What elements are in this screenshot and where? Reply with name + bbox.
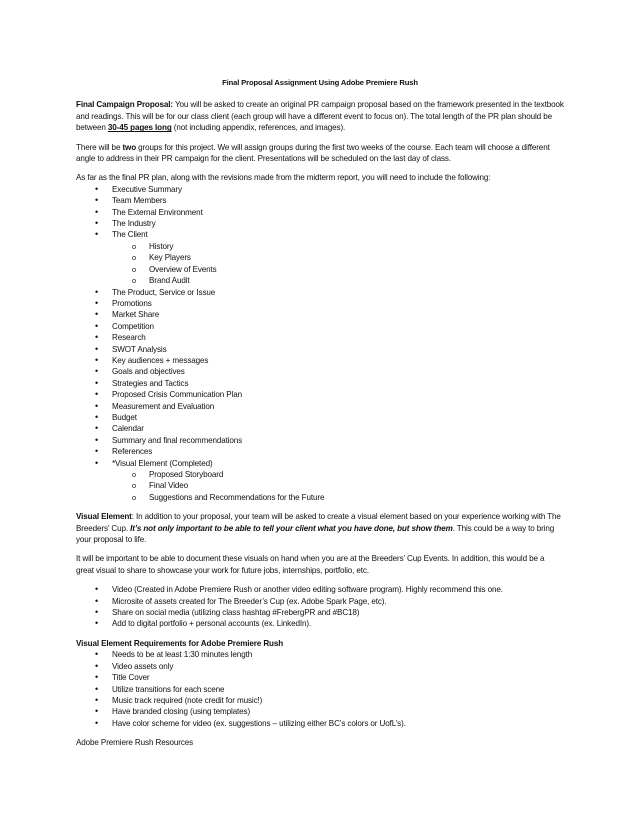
list-item: • Competition [76,321,564,332]
list-item: • Key audiences + messages [76,355,564,366]
document-paragraph: It will be important to be able to document these visuals on hand when you are at the Breeders’ Cup Events. In addition, this would be a great visual to share to showcase your work for future jobs, internships, portfolio, etc. [76,554,545,575]
groups-text-2: groups for this project. We will assign groups during the first two weeks of the course. Each team will choose a different angle to address in their PR campaign for the client. Presentations will be scheduled on the last day of class. [76,142,550,164]
page-title: Final Proposal Assignment Using Adobe Premiere Rush [222,78,418,87]
list-item: • Have branded closing (using templates) [76,706,564,717]
campaign-paragraph [76,99,564,133]
list-item: • Utilize transitions for each scene [76,684,564,695]
list-item: • The Product, Service or Issue [76,287,564,298]
visual-options-list [76,584,564,630]
sub-list-item: o Suggestions and Recommendations for the Future [76,492,564,503]
groups-text-1: There will be [76,142,123,152]
list-item: • Calendar [76,423,564,434]
list-item: • Strategies and Tactics [76,378,564,389]
list-item: • Executive Summary [76,184,564,195]
requirements-list [76,649,564,729]
sub-list-item: o Proposed Storyboard [76,469,564,480]
list-item: • Microsite of assets created for The Breeder’s Cup (ex. Adobe Spark Page, etc). [76,596,564,607]
resources-heading: Adobe Premiere Rush Resources [76,738,194,748]
list-item: • Budget [76,412,564,423]
list-item: • Proposed Crisis Communication Plan [76,389,564,400]
list-item: • Research [76,332,564,343]
list-item: • Goals and objectives [76,366,564,377]
list-item: • Share on social media (utilizing class hashtag #FrebergPR and #BC18) [76,607,564,618]
sub-list-item: o Overview of Events [76,264,564,275]
sub-list [76,469,564,503]
list-item: • Video assets only [76,661,564,672]
list-item: • Team Members [76,195,564,206]
list-item: • Add to digital portfolio + personal accounts (ex. LinkedIn). [76,618,564,629]
list-item: • Needs to be at least 1:30 minutes length [76,649,564,660]
list-item: • Promotions [76,298,564,309]
sections-list [76,184,564,503]
list-item: • Video (Created in Adobe Premiere Rush or another video editing software program). Highly recommend this one. [76,584,564,595]
sub-list-item: o Key Players [76,252,564,263]
sub-list-item: o Final Video [76,480,564,491]
visual-element-paragraph [76,511,564,545]
list-item: • Market Share [76,309,564,320]
list-item: • SWOT Analysis [76,344,564,355]
page-length-requirement: 30-45 pages long [107,123,172,133]
sub-list [76,241,564,287]
list-item: • Measurement and Evaluation [76,401,564,412]
list-item: • *Visual Element (Completed) [76,458,564,469]
groups-count: two [122,142,137,152]
list-item: • The Industry [76,218,564,229]
list-item: • Summary and final recommendations [76,435,564,446]
campaign-label: Final Campaign Proposal: [76,100,173,110]
campaign-text-2: (not including appendix, references, and images). [171,123,346,133]
visual-element-label: Visual Element [76,512,132,522]
document-content [76,77,564,749]
list-item: • The External Environment [76,207,564,218]
visual-element-text-2: . This could be a way to bring your proposal to life. [76,523,555,545]
requirements-heading: Visual Element Requirements for Adobe Premiere Rush [76,638,284,648]
sub-list-item: o History [76,241,564,252]
sub-list-item: o Brand Audit [76,275,564,286]
list-item: • Music track required (note credit for music!) [76,695,564,706]
intro-paragraph: As far as the final PR plan, along with the revisions made from the midterm report, you will need to include the following: [76,173,491,183]
list-item: • References [76,446,564,457]
list-item: • Title Cover [76,672,564,683]
visual-element-text-1: : In addition to your proposal, your team will be asked to create a visual element based on your experience working with The Breeders’ Cup. [76,512,561,533]
campaign-text-1: You will be asked to create an original PR campaign proposal based on the framework presented in the textbook and readings. This will be for our class client (each group will have a different event to focus on). The total length of the PR plan should be between [76,100,564,133]
list-item: • Have color scheme for video (ex. suggestions – utilizing either BC’s colors or UofL’s). [76,718,564,729]
visual-element-emphasis: It’s not only important to be able to tell your client what you have done, but show them [130,523,453,533]
groups-paragraph [76,142,564,165]
list-item: • The Client [76,229,564,240]
